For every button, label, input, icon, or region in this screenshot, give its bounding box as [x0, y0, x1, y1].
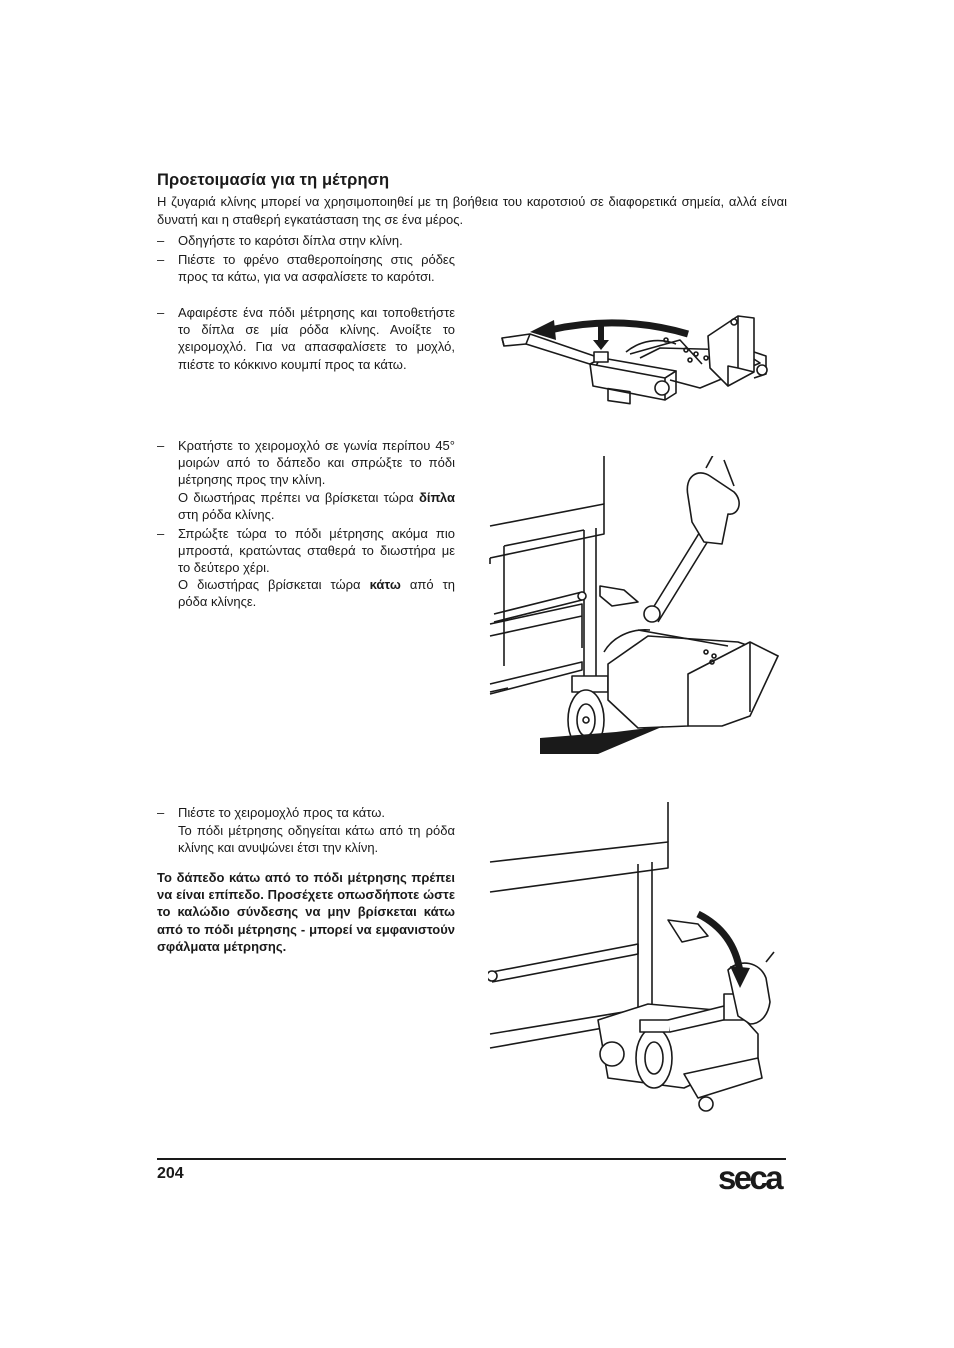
step-text: Πιέστε το φρένο σταθεροποίησης στις ρόδες προς τα κάτω, για να ασφαλίσετε το καρότσι.	[178, 252, 455, 285]
step-text: Πιέστε το χειρομοχλό προς τα κάτω.	[178, 805, 386, 820]
note-text: Ο διωστήρας πρέπει να βρίσκεται τώρα	[178, 490, 414, 505]
list-item	[157, 251, 455, 285]
step-note	[178, 489, 455, 523]
list-item	[157, 525, 455, 577]
note-emphasis: δίπλα	[418, 490, 455, 505]
step-text: Αφαιρέστε ένα πόδι μέτρησης και τοποθετήστε το δίπλα σε μία ρόδα κλίνης. Ανοίξτε το χειρομοχλό. Για να απασφαλίσετε το μοχλό, πιέστε το κόκκινο κουμπί προς τα κάτω.	[178, 305, 455, 372]
list-item	[157, 804, 455, 821]
bed-wheel-push-illustration	[488, 456, 783, 761]
step-text: Σπρώξτε τώρα το πόδι μέτρησης ακόμα πιο μπροστά, κρατώντας σταθερά το διωστήρα με το δεύτερο χέρι.	[178, 526, 455, 576]
lever-press-illustration	[488, 802, 783, 1114]
intro-paragraph: Η ζυγαριά κλίνης μπορεί να χρησιμοποιηθεί με τη βοήθεια του καροτσιού σε διαφορετικά σημεία, αλλά είναι δυνατή και η σταθερή εγκατάσταση της σε ένα μέρος.	[157, 194, 787, 227]
note-text: Ο διωστήρας βρίσκεται τώρα	[178, 577, 361, 592]
step-note	[178, 576, 455, 610]
step-text: Κρατήστε το χειρομοχλό σε γωνία περίπου 45° μοιρών από το δάπεδο και σπρώξτε το πόδι μέτρησης προς την κλίνη.	[178, 438, 455, 488]
dash-bullet: –	[157, 526, 165, 541]
note-text: στη ρόδα κλίνης.	[178, 507, 275, 523]
dash-bullet: –	[157, 305, 165, 320]
list-item	[157, 304, 455, 373]
step-note: Το πόδι μέτρησης οδηγείται κάτω από τη ρόδα κλίνης και ανυψώνει έτσι την κλίνη.	[178, 823, 455, 856]
step-text: Οδηγήστε το καρότσι δίπλα στην κλίνη.	[178, 233, 403, 248]
note-text: από τη ρόδα κλίνηςε.	[178, 577, 455, 610]
list-item	[157, 232, 478, 249]
logo-text: seca	[718, 1159, 782, 1194]
seca-logo	[718, 1158, 788, 1194]
note-emphasis: κάτω	[369, 577, 401, 592]
section-heading: Προετοιμασία για τη μέτρηση	[157, 171, 390, 189]
footer-rule	[157, 1158, 786, 1160]
dash-bullet: –	[157, 233, 165, 248]
dash-bullet: –	[157, 438, 165, 453]
dash-bullet: –	[157, 805, 165, 820]
measuring-foot-illustration	[490, 308, 780, 413]
page-number: 204	[157, 1165, 184, 1182]
warning-paragraph: Το δάπεδο κάτω από το πόδι μέτρησης πρέπει να είναι επίπεδο. Προσέχετε οπωσδήποτε ώστε το καλώδιο σύνδεσης να μην βρίσκεται κάτω από το πόδι μέτρησης - μπορεί να εμφανιστούν σφάλματα μέτρησης.	[157, 870, 455, 954]
dash-bullet: –	[157, 252, 165, 267]
list-item	[157, 437, 455, 489]
